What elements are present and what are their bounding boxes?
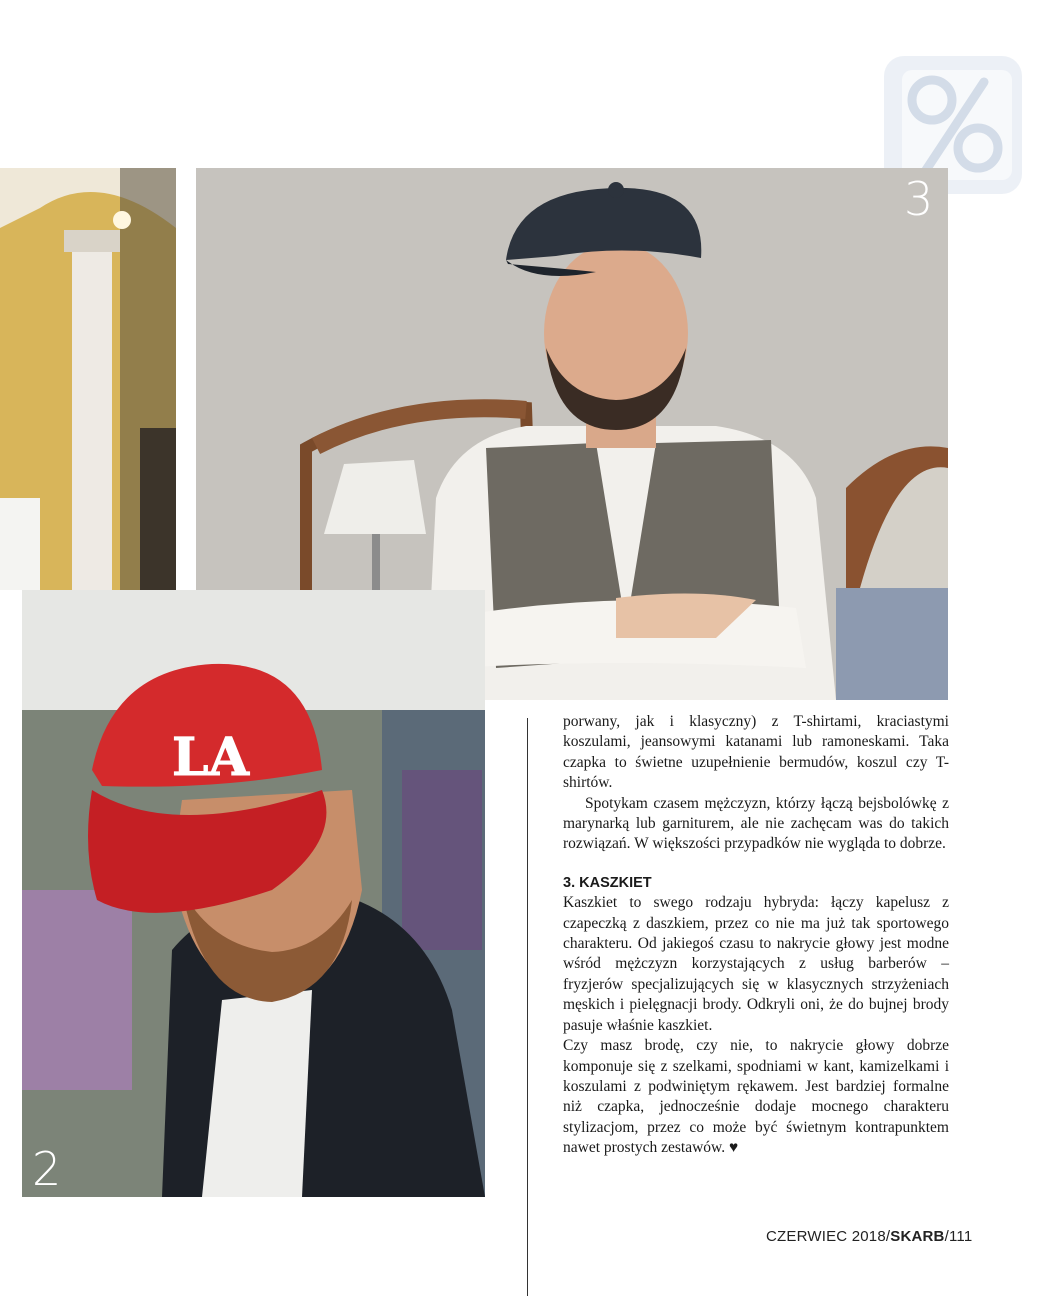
article-text	[563, 712, 949, 1159]
paragraph-3: Kaszkiet to swego rodzaju hybryda: łączy kapelusz z czapeczką z daszkiem, przez co nie ma już tak sportowego charakteru. Od jakiegoś czasu to nakrycie głowy jest modne wśród mężczyzn korzystających z usług barberów – fryzjerów specjalizujących się w klasycznych strzyżeniach męskich i pielęgnacji brody. Odkryli oni, że do bujnej brody pasuje właśnie kaszkiet.	[563, 894, 949, 1034]
photo-number-3: 3	[904, 172, 934, 226]
paragraph-1: porwany, jak i klasyczny) z T-shirtami, kraciastymi koszulami, jeansowymi katanami lub ramoneskami. Taka czapka to świetne uzupełnienie bermudów, koszul czy T-shirtów.	[563, 713, 949, 792]
photo-number-2: 2	[32, 1142, 62, 1196]
section-heading: 3. KASZKIET	[563, 874, 652, 891]
page-number: 111	[948, 1228, 973, 1245]
la-logo: LA	[172, 727, 249, 788]
photo-man-red-cap	[22, 590, 485, 1197]
paragraph-4: Czy masz brodę, czy nie, to nakrycie głowy dobrze komponuje się z szelkami, spodniami w kant, kamizelkami i koszulami z podwiniętym rękawem. Jest bardziej formalne niż czapka, jednocześnie dodaje mocnego charakteru stylizacjom, przez co może być świetnym kontrapunktem nawet prostych zestawów. ♥	[563, 1037, 949, 1157]
footer-separator: /	[885, 1228, 891, 1245]
footer-separator: /	[944, 1228, 949, 1245]
column-divider	[527, 718, 528, 1296]
paragraph-2: Spotykam czasem mężczyzn, którzy łączą bejsbolówkę z marynarką lub garniturem, ale nie zachęcam was do takich rozwiązań. W większości przypadków nie wygląda to dobrze.	[563, 794, 949, 853]
issue-date: CZERWIEC 2018	[766, 1228, 886, 1245]
arcade-photo	[0, 168, 176, 590]
magazine-brand: SKARB	[890, 1228, 945, 1245]
page-footer	[766, 1228, 972, 1245]
